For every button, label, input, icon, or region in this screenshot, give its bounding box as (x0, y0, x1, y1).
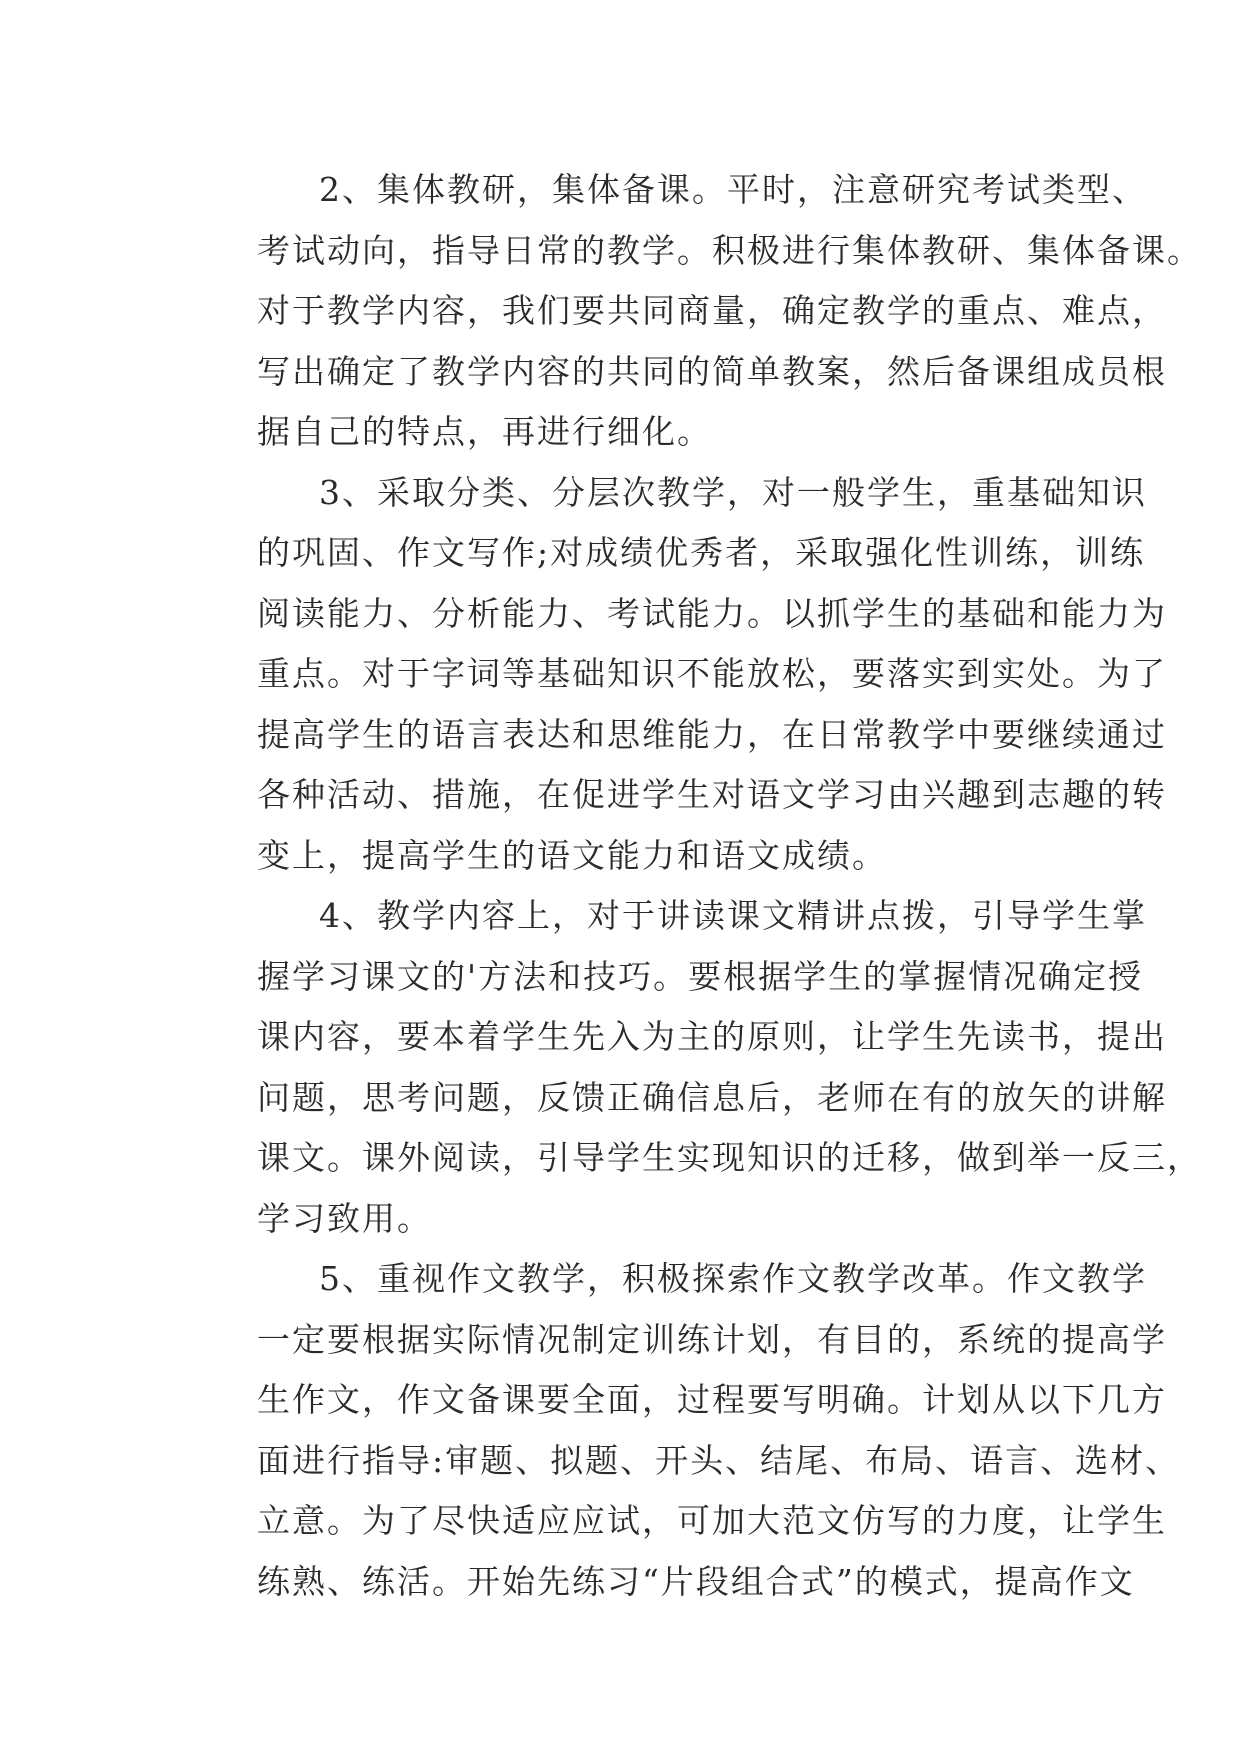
text-line: 2、集体教研，集体备课。平时，注意研究考试类型、 (319, 170, 1147, 209)
text-line: 课文。课外阅读，引导学生实现知识的迁移，做到举一反三， (257, 1138, 1202, 1177)
paragraph-5 (191, 1249, 1181, 1612)
text-line: 的巩固、作文写作;对成绩优秀者，采取强化性训练，训练 (257, 533, 1146, 572)
body-text (191, 160, 1202, 1612)
text-line: 生作文，作文备课要全面，过程要写明确。计划从以下几方 (257, 1380, 1167, 1419)
text-line: 握学习课文的'方法和技巧。要根据学生的掌握情况确定授 (257, 956, 1144, 996)
text-line: 一定要根据实际情况制定训练计划，有目的，系统的提高学 (257, 1319, 1167, 1359)
text-line: 课内容，要本着学生先入为主的原则，让学生先读书，提出 (257, 1017, 1167, 1056)
text-line: 立意。为了尽快适应应试，可加大范文仿写的力度，让学生 (257, 1501, 1167, 1540)
paragraph-4 (191, 886, 1202, 1249)
text-line: 各种活动、措施，在促进学生对语文学习由兴趣到志趣的转 (257, 775, 1167, 814)
text-line: 对于教学内容，我们要共同商量，确定教学的重点、难点， (257, 291, 1167, 330)
paragraph-3 (191, 463, 1167, 887)
text-line: 面进行指导:审题、拟题、开头、结尾、布局、语言、选材、 (257, 1440, 1181, 1480)
text-line: 阅读能力、分析能力、考试能力。以抓学生的基础和能力为 (257, 593, 1167, 633)
text-line: 学习致用。 (257, 1198, 432, 1238)
text-line: 提高学生的语言表达和思维能力，在日常教学中要继续通过 (257, 714, 1167, 754)
text-line: 练熟、练活。开始先练习“片段组合式”的模式，提高作文 (257, 1561, 1135, 1601)
text-line: 据自己的特点，再进行细化。 (257, 412, 712, 451)
text-line: 3、采取分类、分层次教学，对一般学生，重基础知识 (319, 472, 1147, 512)
text-line: 变上，提高学生的语文能力和语文成绩。 (257, 835, 887, 875)
text-line: 考试动向，指导日常的教学。积极进行集体教研、集体备课。 (257, 230, 1202, 270)
text-line: 写出确定了教学内容的共同的简单教案，然后备课组成员根 (257, 351, 1167, 391)
text-line: 4、教学内容上，对于讲读课文精讲点拨，引导学生掌 (319, 896, 1147, 935)
paragraph-2 (191, 160, 1202, 463)
text-line: 5、重视作文教学，积极探索作文教学改革。作文教学 (319, 1259, 1147, 1298)
text-line: 重点。对于字词等基础知识不能放松，要落实到实处。为了 (257, 654, 1167, 693)
text-line: 问题，思考问题，反馈正确信息后，老师在有的放矢的讲解 (257, 1077, 1167, 1117)
